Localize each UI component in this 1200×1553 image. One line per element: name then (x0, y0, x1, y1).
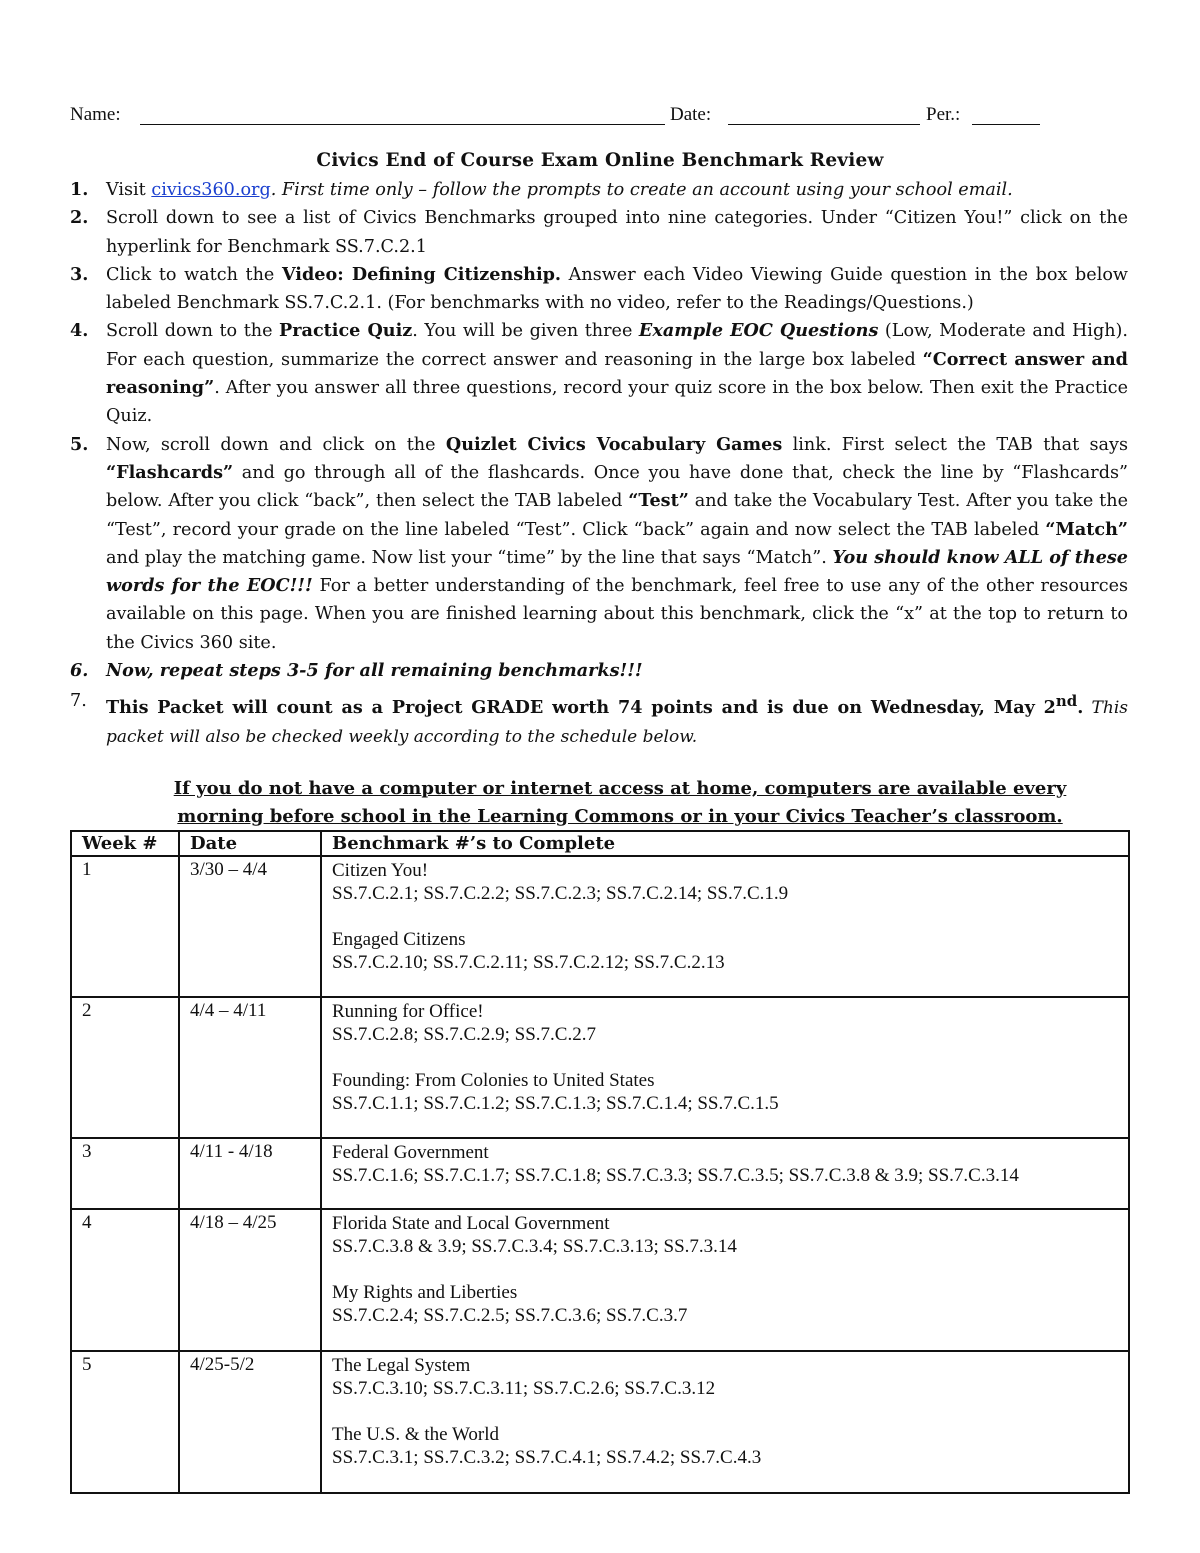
step-text: Answer each Video Viewing Guide question in the box below labeled Benchmark SS.7.C.2.1. (For benchmarks with no video, refer to the Readings/Questions.) (106, 264, 1128, 314)
category-name: Running for Office! (332, 1001, 484, 1022)
step-4 (70, 317, 1128, 430)
step-emphasis: “Correct answer and reasoning” (106, 348, 1128, 399)
table-row (71, 1209, 1129, 1351)
benchmark-codes: SS.7.C.2.4; SS.7.C.2.5; SS.7.C.3.6; SS.7.C.3.7 (332, 1305, 688, 1326)
step-emphasis: “Flashcards” (106, 461, 234, 483)
step-2 (70, 204, 1128, 261)
step-emphasis: Quizlet Civics Vocabulary Games (445, 433, 783, 455)
step-number: 4. (70, 320, 89, 342)
benchmark-codes: SS.7.C.2.10; SS.7.C.2.11; SS.7.C.2.12; SS.7.C.2.13 (332, 952, 725, 973)
step-text: and take the Vocabulary Test. After you take the “Test”, record your grade on the line labeled “Test”. Click “back” again and now select the TAB labeled (106, 491, 1128, 540)
benchmark-codes: SS.7.C.1.1; SS.7.C.1.2; SS.7.C.1.3; SS.7.C.1.4; SS.7.C.1.5 (332, 1093, 779, 1114)
date-cell: 4/4 – 4/11 (179, 997, 321, 1138)
category-name: My Rights and Liberties (332, 1282, 518, 1303)
benchmark-group (332, 1069, 1118, 1115)
step-text: Visit (106, 180, 152, 200)
step-6 (70, 657, 1128, 685)
benchmark-codes: SS.7.C.3.1; SS.7.C.3.2; SS.7.C.4.1; SS.7.4.2; SS.7.C.4.3 (332, 1447, 762, 1468)
benchmarks-cell (321, 1351, 1129, 1493)
step-emphasis: “Test” (628, 490, 689, 512)
instructions-list (70, 176, 1128, 751)
date-cell: 4/18 – 4/25 (179, 1209, 321, 1351)
table-row (71, 1138, 1129, 1209)
step-number: 3. (70, 263, 89, 285)
date-cell: 4/11 - 4/18 (179, 1138, 321, 1209)
step-text: and go through all of the flashcards. Once you have done that, check the line by “Flashcards” below. After you click “back”, then select the TAB labeled (106, 462, 1128, 512)
step-emphasis: Practice Quiz (279, 320, 413, 342)
benchmark-group (332, 859, 1118, 905)
step-emphasis: . (1077, 697, 1084, 719)
computer-access-notice: If you do not have a computer or internet access at home, computers are available every morning before school in the Learning Commons or in your Civics Teacher’s classroom. (173, 778, 1067, 827)
week-cell: 3 (71, 1138, 179, 1209)
week-header: Week # (71, 831, 179, 856)
step-text: Scroll down to see a list of Civics Benchmarks grouped into nine categories. Under “Citizen You!” click on the hyperlink for Benchmark SS.7.C.2.1 (106, 208, 1128, 257)
step-text: (Low, Moderate and High). For each question, summarize the correct answer and reasoning in the large box labeled (106, 321, 1128, 370)
benchmarks-cell (321, 1138, 1129, 1209)
step-text: . After you answer all three questions, record your quiz score in the box below. Then exit the Practice Quiz. (106, 378, 1128, 427)
step-number: 1. (70, 179, 89, 200)
category-name: Florida State and Local Government (332, 1213, 610, 1234)
benchmark-codes: SS.7.C.2.8; SS.7.C.2.9; SS.7.C.2.7 (332, 1024, 596, 1045)
benchmark-group (332, 1000, 1118, 1046)
benchmarks-cell (321, 1209, 1129, 1351)
step-1 (70, 176, 1128, 204)
date-label: Date: (670, 104, 712, 125)
step-3 (70, 261, 1128, 318)
benchmark-codes: SS.7.C.1.6; SS.7.C.1.7; SS.7.C.1.8; SS.7.C.3.3; SS.7.C.3.5; SS.7.C.3.8 & 3.9; SS.7.C.3.14 (332, 1165, 1019, 1186)
week-cell: 5 (71, 1351, 179, 1493)
period-label: Per.: (926, 104, 961, 125)
benchmark-codes: SS.7.C.2.1; SS.7.C.2.2; SS.7.C.2.3; SS.7.C.2.14; SS.7.C.1.9 (332, 883, 789, 904)
step-text: . First time only – follow the prompts to create an account using your school email. (270, 180, 1013, 200)
step-emphasis: You should know ALL of these words for the EOC!!! (106, 546, 1128, 597)
step-number: 2. (70, 207, 89, 229)
name-label: Name: (70, 104, 121, 125)
step-5 (70, 431, 1128, 657)
benchmark-group (332, 928, 1118, 974)
benchmark-group (332, 1281, 1118, 1327)
period-blank[interactable] (972, 124, 1040, 125)
category-name: Founding: From Colonies to United States (332, 1070, 655, 1091)
category-name: Citizen You! (332, 860, 429, 881)
benchmarks-cell (321, 856, 1129, 997)
benchmark-codes: SS.7.C.3.8 & 3.9; SS.7.C.3.4; SS.7.C.3.13; SS.7.3.14 (332, 1236, 737, 1257)
weekly-schedule-table (70, 830, 1130, 1494)
step-text: Click to watch the (106, 264, 282, 285)
week-cell: 4 (71, 1209, 179, 1351)
step-text: link. First select the TAB that says (782, 434, 1128, 455)
step-7 (70, 687, 1128, 750)
benchmarks-cell (321, 997, 1129, 1138)
step-text: and play the matching game. Now list your “time” by the line that says “Match”. (106, 547, 833, 568)
step-text: . You will be given three (412, 321, 639, 342)
step-text: Now, scroll down and click on the (106, 434, 446, 455)
table-row (71, 856, 1129, 997)
table-header-row (71, 831, 1129, 856)
step-emphasis: Example EOC Questions (638, 320, 879, 342)
step-number: 7. (70, 691, 87, 712)
category-name: Federal Government (332, 1142, 489, 1163)
civics360-link[interactable]: civics360.org (151, 180, 271, 200)
date-cell: 4/25-5/2 (179, 1351, 321, 1493)
step-text: Scroll down to the (106, 321, 280, 342)
student-info-line (70, 100, 1130, 130)
step-emphasis: Now, repeat steps 3-5 for all remaining benchmarks!!! (106, 660, 643, 682)
date-cell: 3/30 – 4/4 (179, 856, 321, 997)
date-header: Date (179, 831, 321, 856)
step-number: 6. (70, 660, 89, 682)
step-text: For a better understanding of the benchmark, feel free to use any of the other resources available on this page. When you are finished learning about this benchmark, click the “x” at the top to return to the Civics 360 site. (106, 576, 1129, 653)
week-cell: 2 (71, 997, 179, 1138)
table-row (71, 997, 1129, 1138)
step-emphasis: Video: Defining Citizenship. (281, 263, 562, 285)
step-emphasis: This Packet will count as a Project GRADE worth 74 points and is due on Wednesday, May 2 (106, 697, 1056, 719)
category-name: Engaged Citizens (332, 929, 466, 950)
benchmark-group (332, 1212, 1118, 1258)
category-name: The Legal System (332, 1355, 471, 1376)
step-emphasis: “Match” (1045, 518, 1128, 540)
step-number: 5. (70, 433, 89, 455)
benchmark-group (332, 1354, 1118, 1400)
page-title: Civics End of Course Exam Online Benchmark Review (316, 150, 884, 171)
step-text: This packet will also be checked weekly according to the schedule below. (106, 698, 1128, 747)
week-cell: 1 (71, 856, 179, 997)
benchmark-codes: SS.7.C.3.10; SS.7.C.3.11; SS.7.C.2.6; SS.7.C.3.12 (332, 1378, 716, 1399)
benchmarks-header: Benchmark #’s to Complete (321, 831, 1129, 856)
category-name: The U.S. & the World (332, 1424, 499, 1445)
step-superscript: nd (1055, 692, 1078, 711)
benchmark-group (332, 1141, 1118, 1187)
table-row (71, 1351, 1129, 1493)
benchmark-group (332, 1423, 1118, 1469)
name-blank[interactable] (140, 124, 665, 125)
date-blank[interactable] (728, 124, 920, 125)
